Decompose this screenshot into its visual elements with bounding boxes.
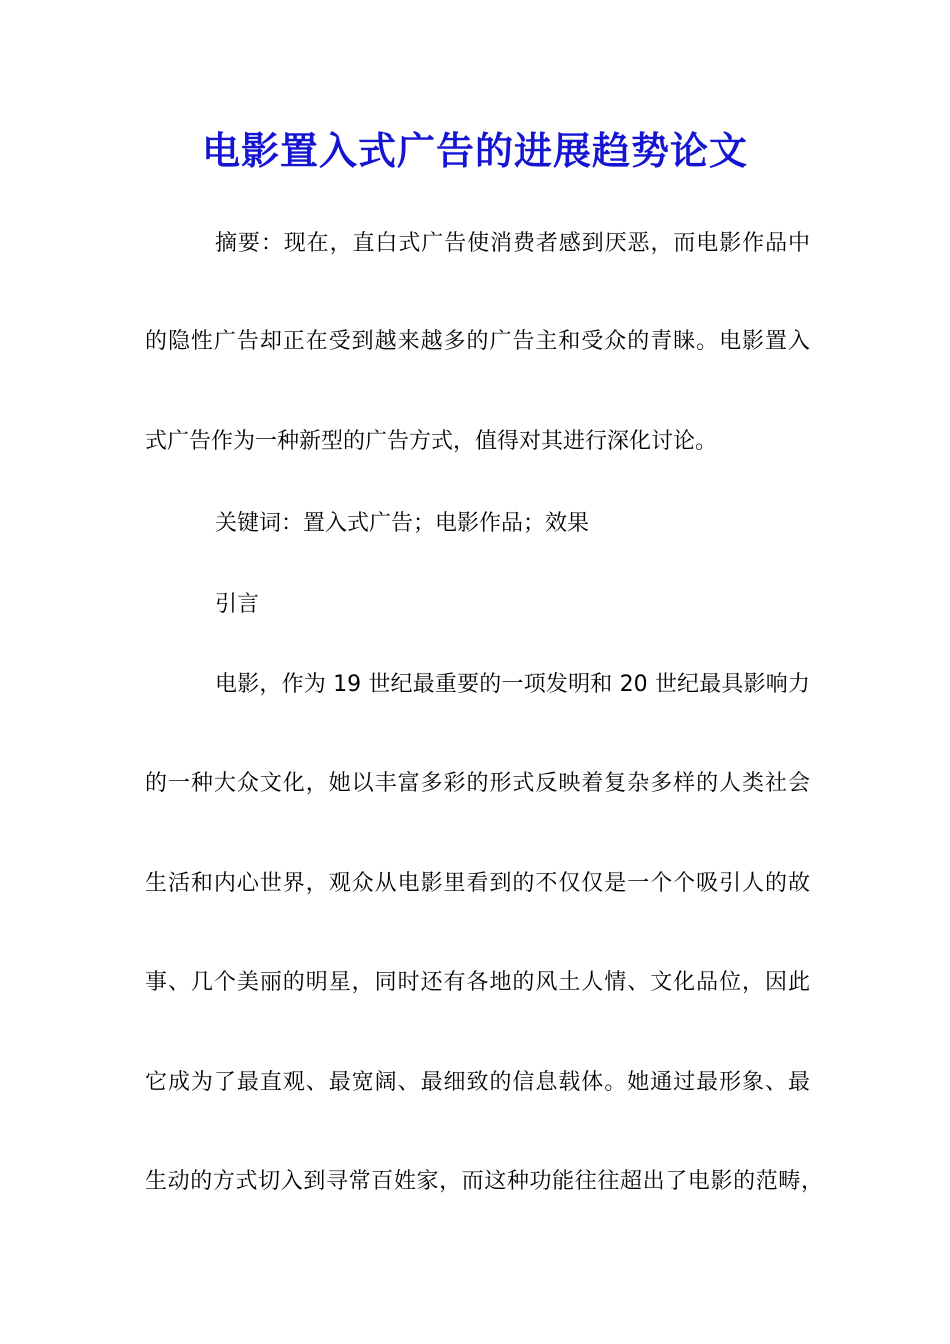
intro-line-3: 生活和内心世界，观众从电影里看到的不仅仅是一个个吸引人的故 [145,871,810,896]
intro-line-6: 生动的方式切入到寻常百姓家，而这种功能往往超出了电影的范畴， [145,1169,823,1194]
abstract-line-1: 摘要：现在，直白式广告使消费者感到厌恶，而电影作品中 [215,231,810,256]
abstract-line-3: 式广告作为一种新型的广告方式，值得对其进行深化讨论。 [145,429,718,454]
section-heading: 引言 [215,592,260,617]
intro-line-2: 的一种大众文化，她以丰富多彩的形式反映着复杂多样的人类社会 [145,771,810,796]
document-title: 电影置入式广告的进展趋势论文 [201,128,748,173]
intro-line-5: 它成为了最直观、最宽阔、最细致的信息载体。她通过最形象、最 [145,1070,810,1095]
intro-line-1: 电影，作为 19 世纪最重要的一项发明和 20 世纪最具影响力 [215,672,810,697]
abstract-line-2: 的隐性广告却正在受到越来越多的广告主和受众的青睐。电影置入 [145,329,810,354]
keywords-line: 关键词：置入式广告；电影作品；效果 [215,511,590,536]
intro-line-4: 事、几个美丽的明星，同时还有各地的风土人情、文化品位，因此 [145,970,810,995]
